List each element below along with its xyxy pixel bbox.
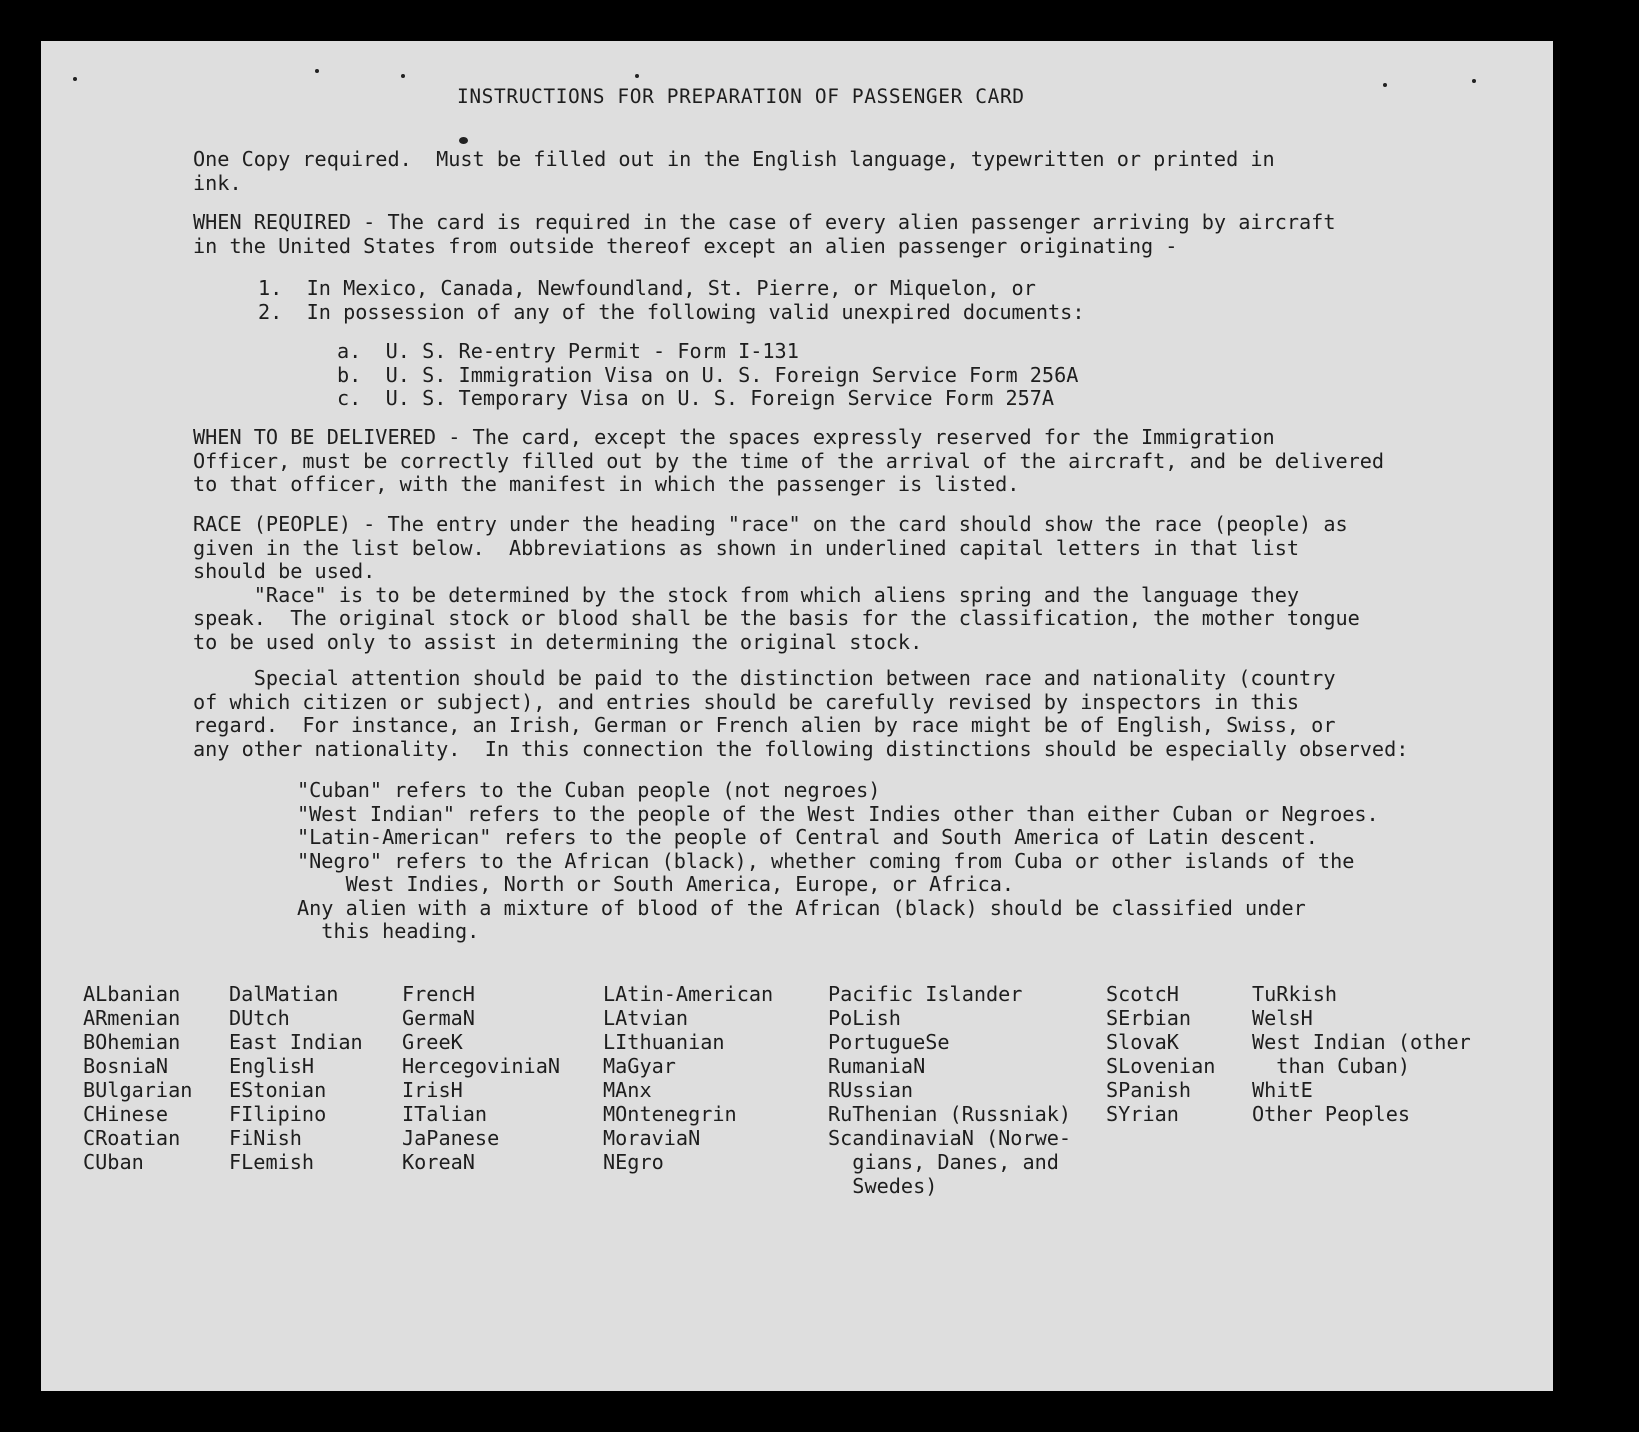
exceptions-list (258, 277, 1084, 324)
list-item: a. U. S. Re-entry Permit - Form I-131 (337, 339, 799, 363)
race-entry: RuThenian (Russniak) (828, 1102, 1072, 1126)
text-line: WHEN TO BE DELIVERED - The card, except the spaces expressly reserved for the Immigration (193, 425, 1275, 449)
race-entry: NEgro (603, 1150, 664, 1174)
race-entry: PortugueSe (828, 1030, 950, 1054)
race-entry: Pacific Islander (828, 982, 1023, 1006)
race-entry: gians, Danes, and (828, 1150, 1059, 1174)
text-line: Special attention should be paid to the distinction between race and nationality (country (193, 666, 1336, 690)
race-entry: GermaN (402, 1006, 475, 1030)
race-entry: EnglisH (229, 1054, 315, 1078)
race-entry: PoLish (828, 1006, 901, 1030)
text-line: of which citizen or subject), and entries should be carefully revised by inspectors in this (193, 689, 1300, 714)
race-entry: ITalian (402, 1102, 488, 1126)
race-column-7 (1252, 982, 1471, 1126)
race-entry: FiNish (229, 1126, 302, 1150)
race-entry: SPanish (1106, 1078, 1192, 1102)
race-entry: SYrian (1106, 1102, 1179, 1126)
race-column-5 (828, 982, 1071, 1198)
race-entry: ALbanian (83, 982, 181, 1006)
list-item: 2. In possession of any of the following valid unexpired documents: (258, 299, 1085, 324)
race-entry: WhitE (1252, 1078, 1313, 1102)
race-entry: KoreaN (402, 1150, 475, 1174)
race-entry: CRoatian (83, 1126, 181, 1150)
text-line: this heading. (297, 919, 480, 943)
race-entry: BUlgarian (83, 1078, 193, 1102)
race-entry: FLemish (229, 1150, 315, 1174)
race-entry: TuRkish (1252, 982, 1338, 1006)
text-line: in the United States from outside thereof except an alien passenger originating - (193, 233, 1178, 258)
race-entry: MOntenegrin (603, 1102, 737, 1126)
list-item: 1. In Mexico, Canada, Newfoundland, St. Pierre, or Miquelon, or (258, 276, 1036, 300)
list-item: b. U. S. Immigration Visa on U. S. Foreign Service Form 256A (337, 362, 1079, 387)
race-entry: Other Peoples (1252, 1102, 1411, 1126)
race-entry: ScandinaviaN (Norwe- (828, 1126, 1072, 1150)
text-line: "Negro" refers to the African (black), whether coming from Cuba or other islands of the (297, 848, 1355, 873)
race-entry: FIlipino (229, 1102, 327, 1126)
race-entry: JaPanese (402, 1126, 500, 1150)
when-required-paragraph (193, 211, 1335, 258)
text-line: any other nationality. In this connection the following distinctions should be especially observed: (193, 736, 1409, 761)
text-line: should be used. (193, 559, 376, 583)
race-entry: than Cuban) (1252, 1054, 1411, 1078)
text-line: "Race" is to be determined by the stock from which aliens spring and the language they (193, 582, 1300, 607)
text-line: West Indies, North or South America, Europe, or Africa. (297, 872, 1015, 896)
race-column-2 (229, 982, 363, 1174)
race-entry: West Indian (other (1252, 1030, 1471, 1054)
race-column-6 (1106, 982, 1215, 1126)
text-line: regard. For instance, an Irish, German or French alien by race might be of English, Swiss, or (193, 713, 1336, 737)
special-attention-paragraph (193, 667, 1408, 761)
race-entry: GreeK (402, 1030, 463, 1054)
race-entry: FrencH (402, 982, 475, 1006)
race-entry: SErbian (1106, 1006, 1192, 1030)
race-entry: IrisH (402, 1078, 463, 1102)
race-entry: DalMatian (229, 982, 339, 1006)
page-title: INSTRUCTIONS FOR PREPARATION OF PASSENGER CARD (457, 85, 1025, 108)
race-entry: RUssian (828, 1078, 914, 1102)
race-column-4 (603, 982, 773, 1174)
text-line: given in the list below. Abbreviations as shown in underlined capital letters in that list (193, 535, 1300, 560)
text-line: Officer, must be correctly filled out by the time of the arrival of the aircraft, and be delivered (193, 448, 1385, 473)
race-entry: SLovenian (1106, 1054, 1216, 1078)
race-entry: LIthuanian (603, 1030, 725, 1054)
list-item: c. U. S. Temporary Visa on U. S. Foreign Service Form 257A (337, 386, 1055, 410)
copy-paragraph (193, 148, 1275, 195)
text-line: to be used only to assist in determining the original stock. (193, 629, 923, 654)
documents-list (337, 340, 1078, 411)
race-entry: ARmenian (83, 1006, 181, 1030)
text-line: "Latin-American" refers to the people of Central and South America of Latin descent. (297, 825, 1318, 849)
race-entry: MAnx (603, 1078, 652, 1102)
race-entry: Swedes) (828, 1174, 938, 1198)
race-entry: BOhemian (83, 1030, 181, 1054)
race-entry: LAtvian (603, 1006, 689, 1030)
race-entry: WelsH (1252, 1006, 1313, 1030)
when-delivered-paragraph (193, 426, 1384, 497)
race-entry: MoraviaN (603, 1126, 701, 1150)
distinctions-list (297, 779, 1379, 944)
race-entry: CHinese (83, 1102, 169, 1126)
race-entry: LAtin-American (603, 982, 774, 1006)
text-line: One Copy required. Must be filled out in the English language, typewritten or printed in (193, 147, 1275, 171)
race-entry: ScotcH (1106, 982, 1179, 1006)
race-column-3 (402, 982, 560, 1174)
race-entry: BosniaN (83, 1054, 169, 1078)
text-line: "West Indian" refers to the people of the West Indies other than either Cuban or Negroes. (297, 801, 1379, 826)
race-column-1 (83, 982, 192, 1174)
text-line: WHEN REQUIRED - The card is required in the case of every alien passenger arriving by aircraft (193, 210, 1336, 234)
text-line: speak. The original stock or blood shall be the basis for the classification, the mother tongue (193, 606, 1360, 630)
race-entry: CUban (83, 1150, 144, 1174)
race-entry: EStonian (229, 1078, 327, 1102)
text-line: Any alien with a mixture of blood of the African (black) should be classified under (297, 895, 1306, 920)
race-entry: SlovaK (1106, 1030, 1179, 1054)
text-line: ink. (193, 170, 242, 195)
text-line: to that officer, with the manifest in which the passenger is listed. (193, 472, 1020, 496)
race-entry: RumaniaN (828, 1054, 926, 1078)
text-line: "Cuban" refers to the Cuban people (not negroes) (297, 778, 881, 802)
text-line: RACE (PEOPLE) - The entry under the heading "race" on the card should show the race (people) as (193, 512, 1348, 536)
race-entry: HercegoviniaN (402, 1054, 561, 1078)
document-page (41, 41, 1553, 1391)
race-entry: East Indian (229, 1030, 363, 1054)
race-entry: MaGyar (603, 1054, 676, 1078)
race-people-paragraph (193, 513, 1360, 654)
race-entry: DUtch (229, 1006, 290, 1030)
